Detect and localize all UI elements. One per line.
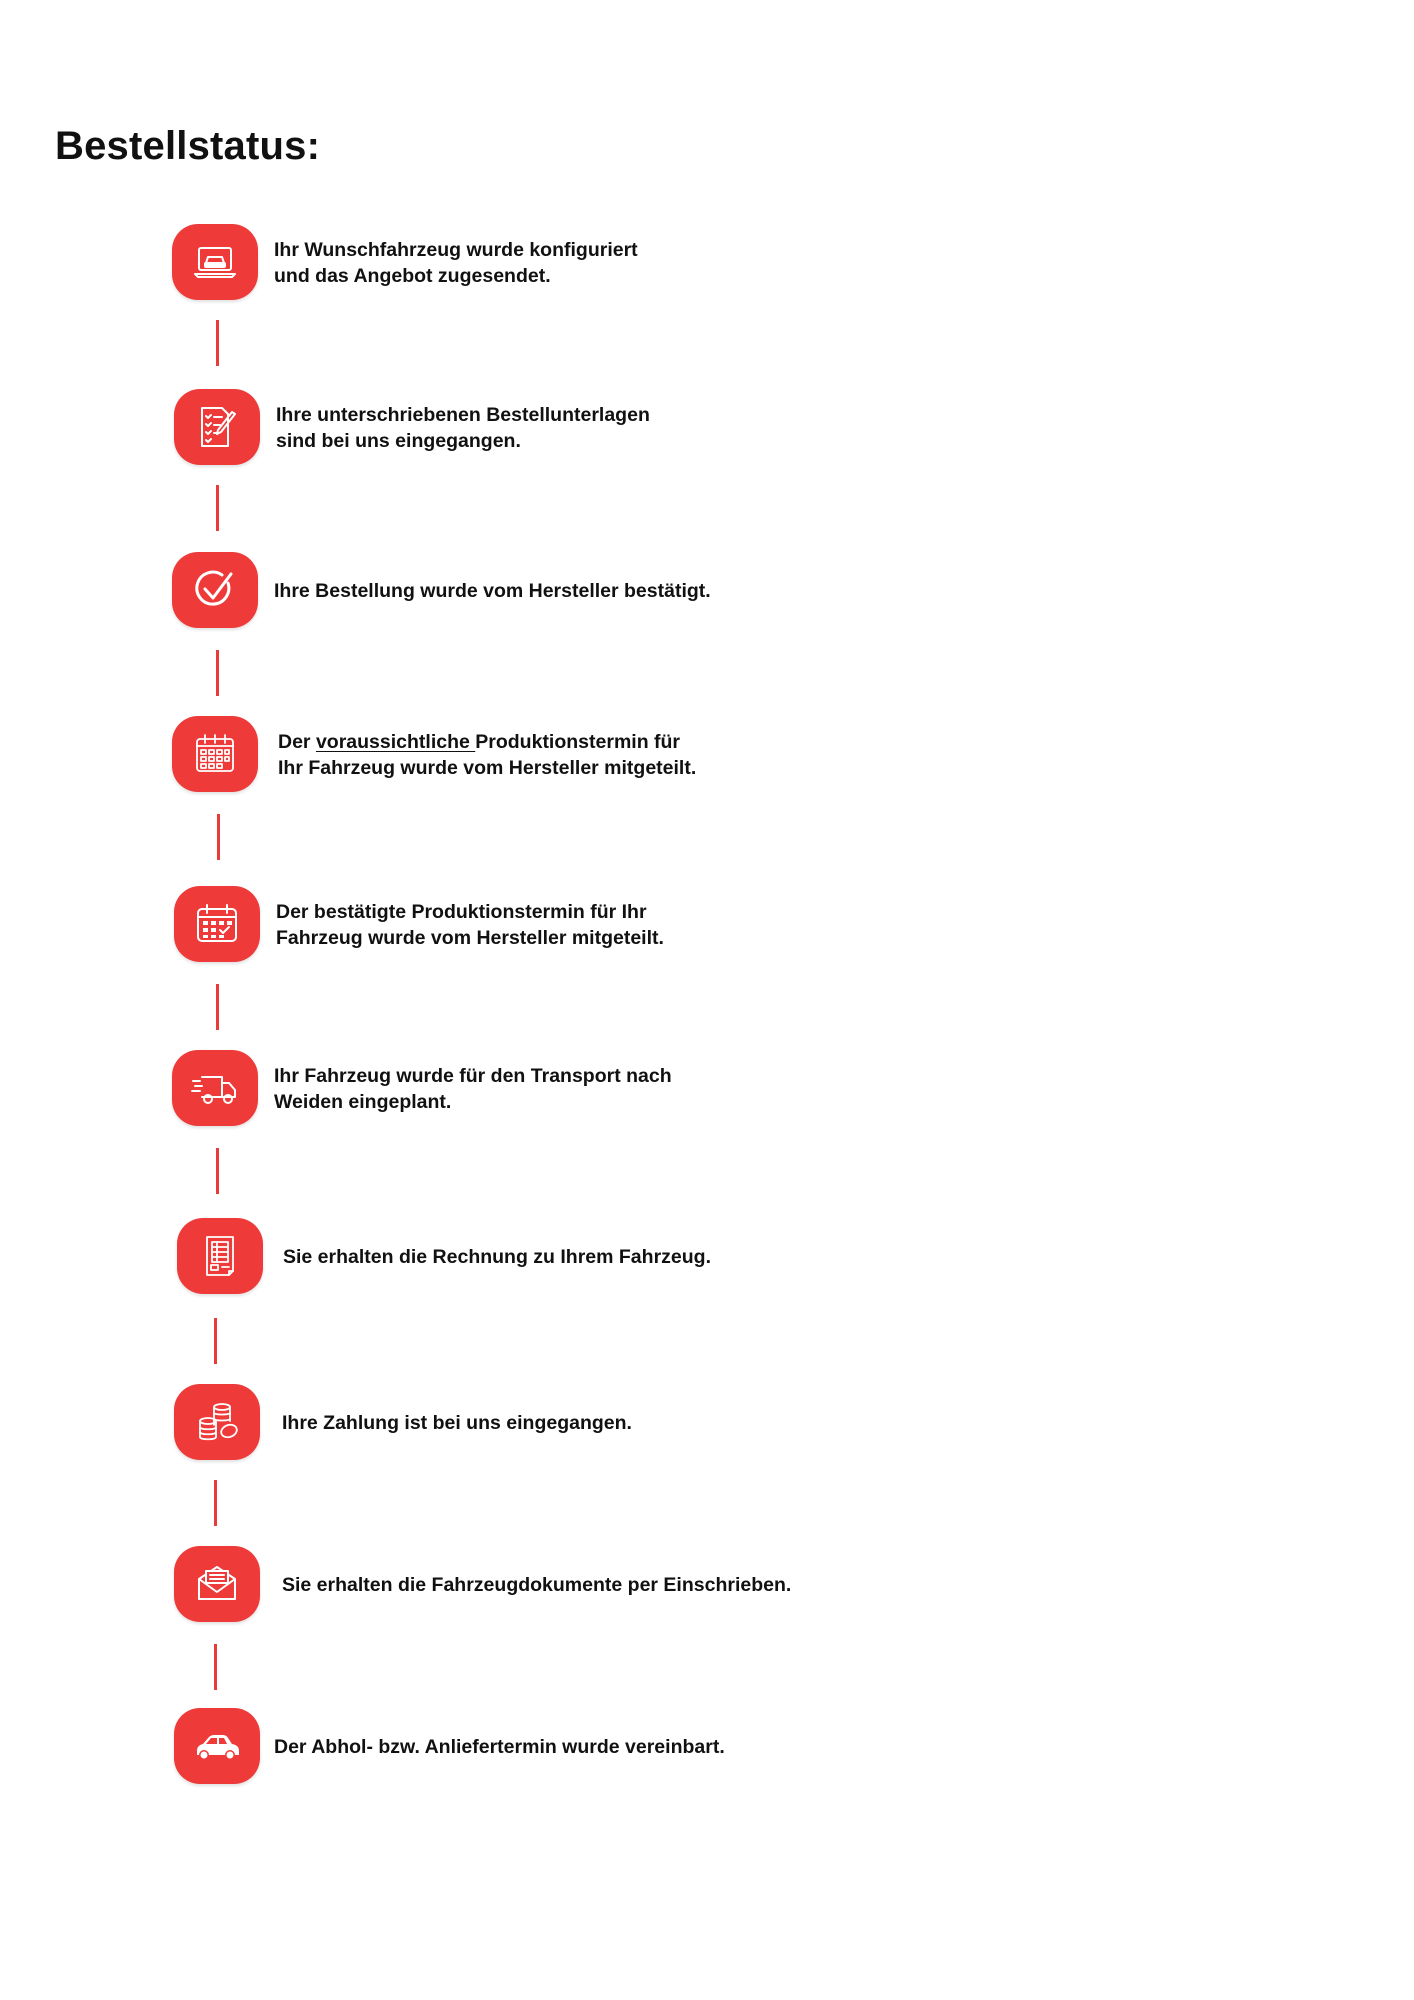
car-icon: [192, 1721, 242, 1771]
status-step-transport-planned: [172, 1050, 1072, 1128]
status-badge: [174, 1384, 260, 1460]
status-step-confirmed: [172, 552, 1072, 630]
status-step-pickup-date: [174, 1708, 1074, 1786]
status-step-text: Ihre Zahlung ist bei uns eingegangen.: [282, 1412, 632, 1434]
status-badge: [177, 1218, 263, 1294]
timeline-connector: [214, 1318, 217, 1364]
status-step-text: Der voraussichtliche Produktionstermin für Ihr Fahrzeug wurde vom Hersteller mitgeteilt.: [278, 731, 697, 779]
status-step-documents-received: [174, 389, 1074, 467]
status-step-text: Ihre unterschriebenen Bestellunterlagen sind bei uns eingegangen.: [276, 404, 650, 452]
invoice-icon: [195, 1231, 245, 1281]
status-step-text: Sie erhalten die Rechnung zu Ihrem Fahrzeug.: [283, 1246, 711, 1268]
delivery-truck-icon: [190, 1063, 240, 1113]
status-step-text: Ihre Bestellung wurde vom Hersteller bestätigt.: [274, 580, 711, 602]
timeline-connector: [217, 814, 220, 860]
status-badge: [172, 1050, 258, 1126]
timeline-connector: [214, 1644, 217, 1690]
status-badge: [174, 1708, 260, 1784]
status-step-text: Ihr Wunschfahrzeug wurde konfiguriert und das Angebot zugesendet.: [274, 239, 638, 287]
timeline-connector: [214, 1480, 217, 1526]
status-badge: [172, 552, 258, 628]
status-badge: [172, 716, 258, 792]
status-badge: [174, 886, 260, 962]
status-step-text: Ihr Fahrzeug wurde für den Transport nach Weiden eingeplant.: [274, 1065, 672, 1113]
signed-document-icon: [192, 402, 242, 452]
status-badge: [174, 1546, 260, 1622]
timeline-connector: [216, 320, 219, 366]
page-title: Bestellstatus:: [55, 124, 321, 168]
timeline-connector: [216, 984, 219, 1030]
calendar-icon: [190, 729, 240, 779]
status-badge: [174, 389, 260, 465]
coins-icon: [192, 1397, 242, 1447]
laptop-car-icon: [190, 237, 240, 287]
status-step-invoice: [177, 1218, 1077, 1296]
status-step-text: Der Abhol- bzw. Anliefertermin wurde vereinbart.: [274, 1736, 725, 1758]
status-step-text: Sie erhalten die Fahrzeugdokumente per Einschrieben.: [282, 1574, 792, 1596]
timeline-connector: [216, 485, 219, 531]
calendar-check-icon: [192, 899, 242, 949]
envelope-letter-icon: [192, 1559, 242, 1609]
underlined-term: voraussichtliche: [315, 731, 476, 753]
timeline-connector: [216, 1148, 219, 1194]
status-step-text: Der bestätigte Produktionstermin für Ihr Fahrzeug wurde vom Hersteller mitgeteilt.: [276, 901, 664, 949]
check-circle-icon: [190, 565, 240, 615]
status-badge: [172, 224, 258, 300]
status-step-payment-received: [174, 1384, 1074, 1462]
status-step-configured: [172, 224, 1072, 302]
status-step-expected-production-date: [172, 716, 1072, 794]
status-step-confirmed-production-date: [174, 886, 1074, 964]
status-step-vehicle-documents: [174, 1546, 1074, 1624]
timeline-connector: [216, 650, 219, 696]
